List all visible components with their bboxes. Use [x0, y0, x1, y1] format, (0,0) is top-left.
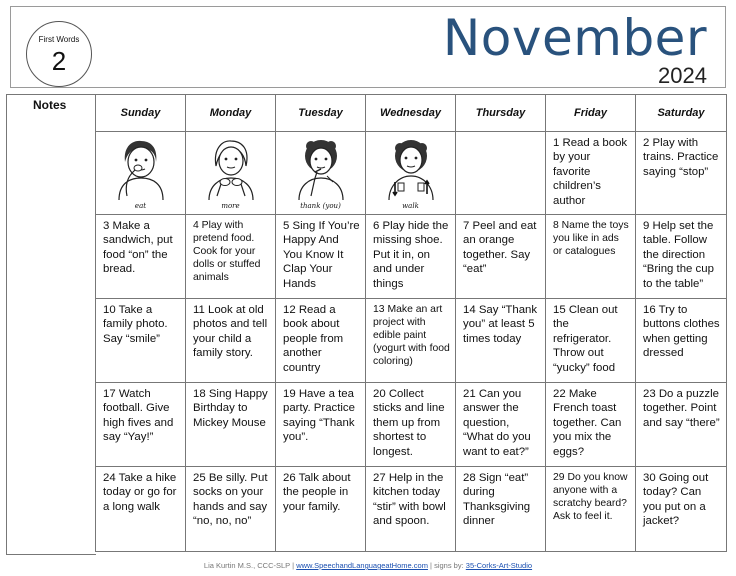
day-activity-text: 3 Make a sandwich, put food “on” the bread. [103, 220, 173, 276]
day-activity-text: 28 Sign “eat” during Thanksgiving dinner [463, 472, 531, 528]
day-cell [456, 299, 546, 383]
day-activity-text: 24 Take a hike today or go for a long walk [103, 472, 177, 513]
day-header-saturday: Saturday [636, 95, 727, 132]
month-title: November [442, 9, 707, 67]
sign-cell-eat [96, 132, 186, 215]
day-cell [366, 299, 456, 383]
website-link[interactable]: www.SpeechandLanguageatHome.com [296, 561, 428, 570]
calendar-week-row [96, 383, 727, 467]
signs-credit-label: signs by: [434, 561, 464, 570]
sign-caption: walk [402, 202, 419, 210]
day-cell [186, 299, 276, 383]
day-activity-text: 1 Read a book by your favorite children’s author [553, 137, 628, 207]
day-activity-text: 29 Do you know anyone with a scratchy beard? Ask to feel it. [553, 472, 628, 522]
day-header-monday: Monday [186, 95, 276, 132]
day-header-row [96, 95, 727, 132]
header-box [10, 6, 726, 88]
day-activity-text: 27 Help in the kitchen today “stir” with bowl and spoon. [373, 472, 446, 528]
badge-number: 2 [51, 46, 67, 76]
day-cell [366, 383, 456, 467]
day-activity-text: 19 Have a tea party. Practice saying “Thank you”. [283, 388, 355, 444]
day-cell [456, 215, 546, 299]
child-sign-thank-you-icon [293, 136, 349, 200]
sign-caption: more [221, 202, 240, 210]
footer-author: Lia Kurtin M.S., CCC-SLP [203, 561, 291, 570]
day-cell [96, 299, 186, 383]
day-cell [636, 299, 727, 383]
day-activity-text: 6 Play hide the missing shoe. Put it in, on and under things [373, 220, 449, 290]
day-activity-text: 14 Say “Thank you” at least 5 times today [463, 304, 538, 345]
day-cell [276, 383, 366, 467]
sign-caption: eat [134, 202, 147, 210]
day-activity-text: 15 Clean out the refrigerator. Throw out “yucky” food [553, 304, 618, 374]
day-header-thursday: Thursday [456, 95, 546, 132]
day-cell [366, 467, 456, 552]
day-activity-text: 12 Read a book about people from another country [283, 304, 344, 374]
day-activity-text: 4 Play with pretend food. Cook for your dolls or stuffed animals [193, 220, 261, 283]
calendar-week-row [96, 467, 727, 552]
first-words-badge [26, 21, 92, 87]
day-cell [546, 299, 636, 383]
notes-title: Notes [33, 98, 67, 112]
day-activity-text: 11 Look at old photos and tell your child a family story. [193, 304, 268, 360]
calendar-week-row [96, 215, 727, 299]
day-cell [546, 383, 636, 467]
day-cell [636, 215, 727, 299]
day-activity-text: 18 Sing Happy Birthday to Mickey Mouse [193, 388, 268, 429]
day-activity-text: 5 Sing If You’re Happy And You Know It Clap Your Hands [283, 220, 360, 290]
day-cell [636, 383, 727, 467]
year-title: 2024 [658, 63, 707, 88]
calendar-grid [95, 94, 727, 552]
day-cell [546, 132, 636, 215]
day-cell [186, 383, 276, 467]
day-cell [276, 215, 366, 299]
footer-separator: | [292, 561, 295, 570]
calendar-week-row [96, 299, 727, 383]
day-cell [456, 383, 546, 467]
day-activity-text: 2 Play with trains. Practice saying “stop” [643, 137, 719, 178]
child-sign-more-icon [203, 136, 259, 200]
day-header-friday: Friday [546, 95, 636, 132]
day-header-wednesday: Wednesday [366, 95, 456, 132]
day-cell [186, 467, 276, 552]
signs-credit-link[interactable]: 35-Corks-Art-Studio [465, 561, 533, 570]
day-activity-text: 21 Can you answer the question, “What do you want to eat?” [463, 388, 531, 458]
day-header-sunday: Sunday [96, 95, 186, 132]
day-activity-text: 17 Watch football. Give high fives and say “Yay!” [103, 388, 174, 444]
day-header-tuesday: Tuesday [276, 95, 366, 132]
day-activity-text: 7 Peel and eat an orange together. Say “eat” [463, 220, 537, 276]
day-activity-text: 30 Going out today? Can you put on a jacket? [643, 472, 709, 528]
day-cell [276, 299, 366, 383]
day-activity-text: 9 Help set the table. Follow the direction “Bring the cup to the table” [643, 220, 714, 290]
notes-column [6, 94, 96, 555]
sign-cell-walk [366, 132, 456, 215]
day-activity-text: 10 Take a family photo. Say “smile” [103, 304, 168, 345]
day-activity-text: 26 Talk about the people in your family. [283, 472, 351, 513]
day-cell [546, 467, 636, 552]
day-cell [366, 215, 456, 299]
empty-day-cell [456, 132, 546, 215]
sign-cell-more [186, 132, 276, 215]
calendar-week-row [96, 132, 727, 215]
day-cell [276, 467, 366, 552]
day-activity-text: 16 Try to buttons clothes when getting dressed [643, 304, 720, 360]
day-activity-text: 23 Do a puzzle together. Point and say “there” [643, 388, 720, 429]
child-sign-eat-icon [113, 136, 169, 200]
day-cell [96, 383, 186, 467]
day-cell [636, 132, 727, 215]
day-cell [456, 467, 546, 552]
day-cell [636, 467, 727, 552]
day-activity-text: 22 Make French toast together. Can you mix the eggs? [553, 388, 622, 458]
day-cell [186, 215, 276, 299]
sign-caption: thank (you) [300, 202, 341, 210]
sign-cell-thank-you [276, 132, 366, 215]
badge-label: First Words [38, 35, 80, 44]
day-cell [96, 467, 186, 552]
day-activity-text: 25 Be silly. Put socks on your hands and say “no, no, no” [193, 472, 268, 528]
footer [0, 561, 736, 570]
footer-separator: | [430, 561, 432, 570]
day-activity-text: 13 Make an art project with edible paint (yogurt with food coloring) [373, 304, 450, 367]
day-activity-text: 8 Name the toys you like in ads or catalogues [553, 220, 629, 257]
child-sign-walk-icon [383, 136, 439, 200]
day-cell [96, 215, 186, 299]
day-cell [546, 215, 636, 299]
day-activity-text: 20 Collect sticks and line them up from shortest to longest. [373, 388, 445, 458]
